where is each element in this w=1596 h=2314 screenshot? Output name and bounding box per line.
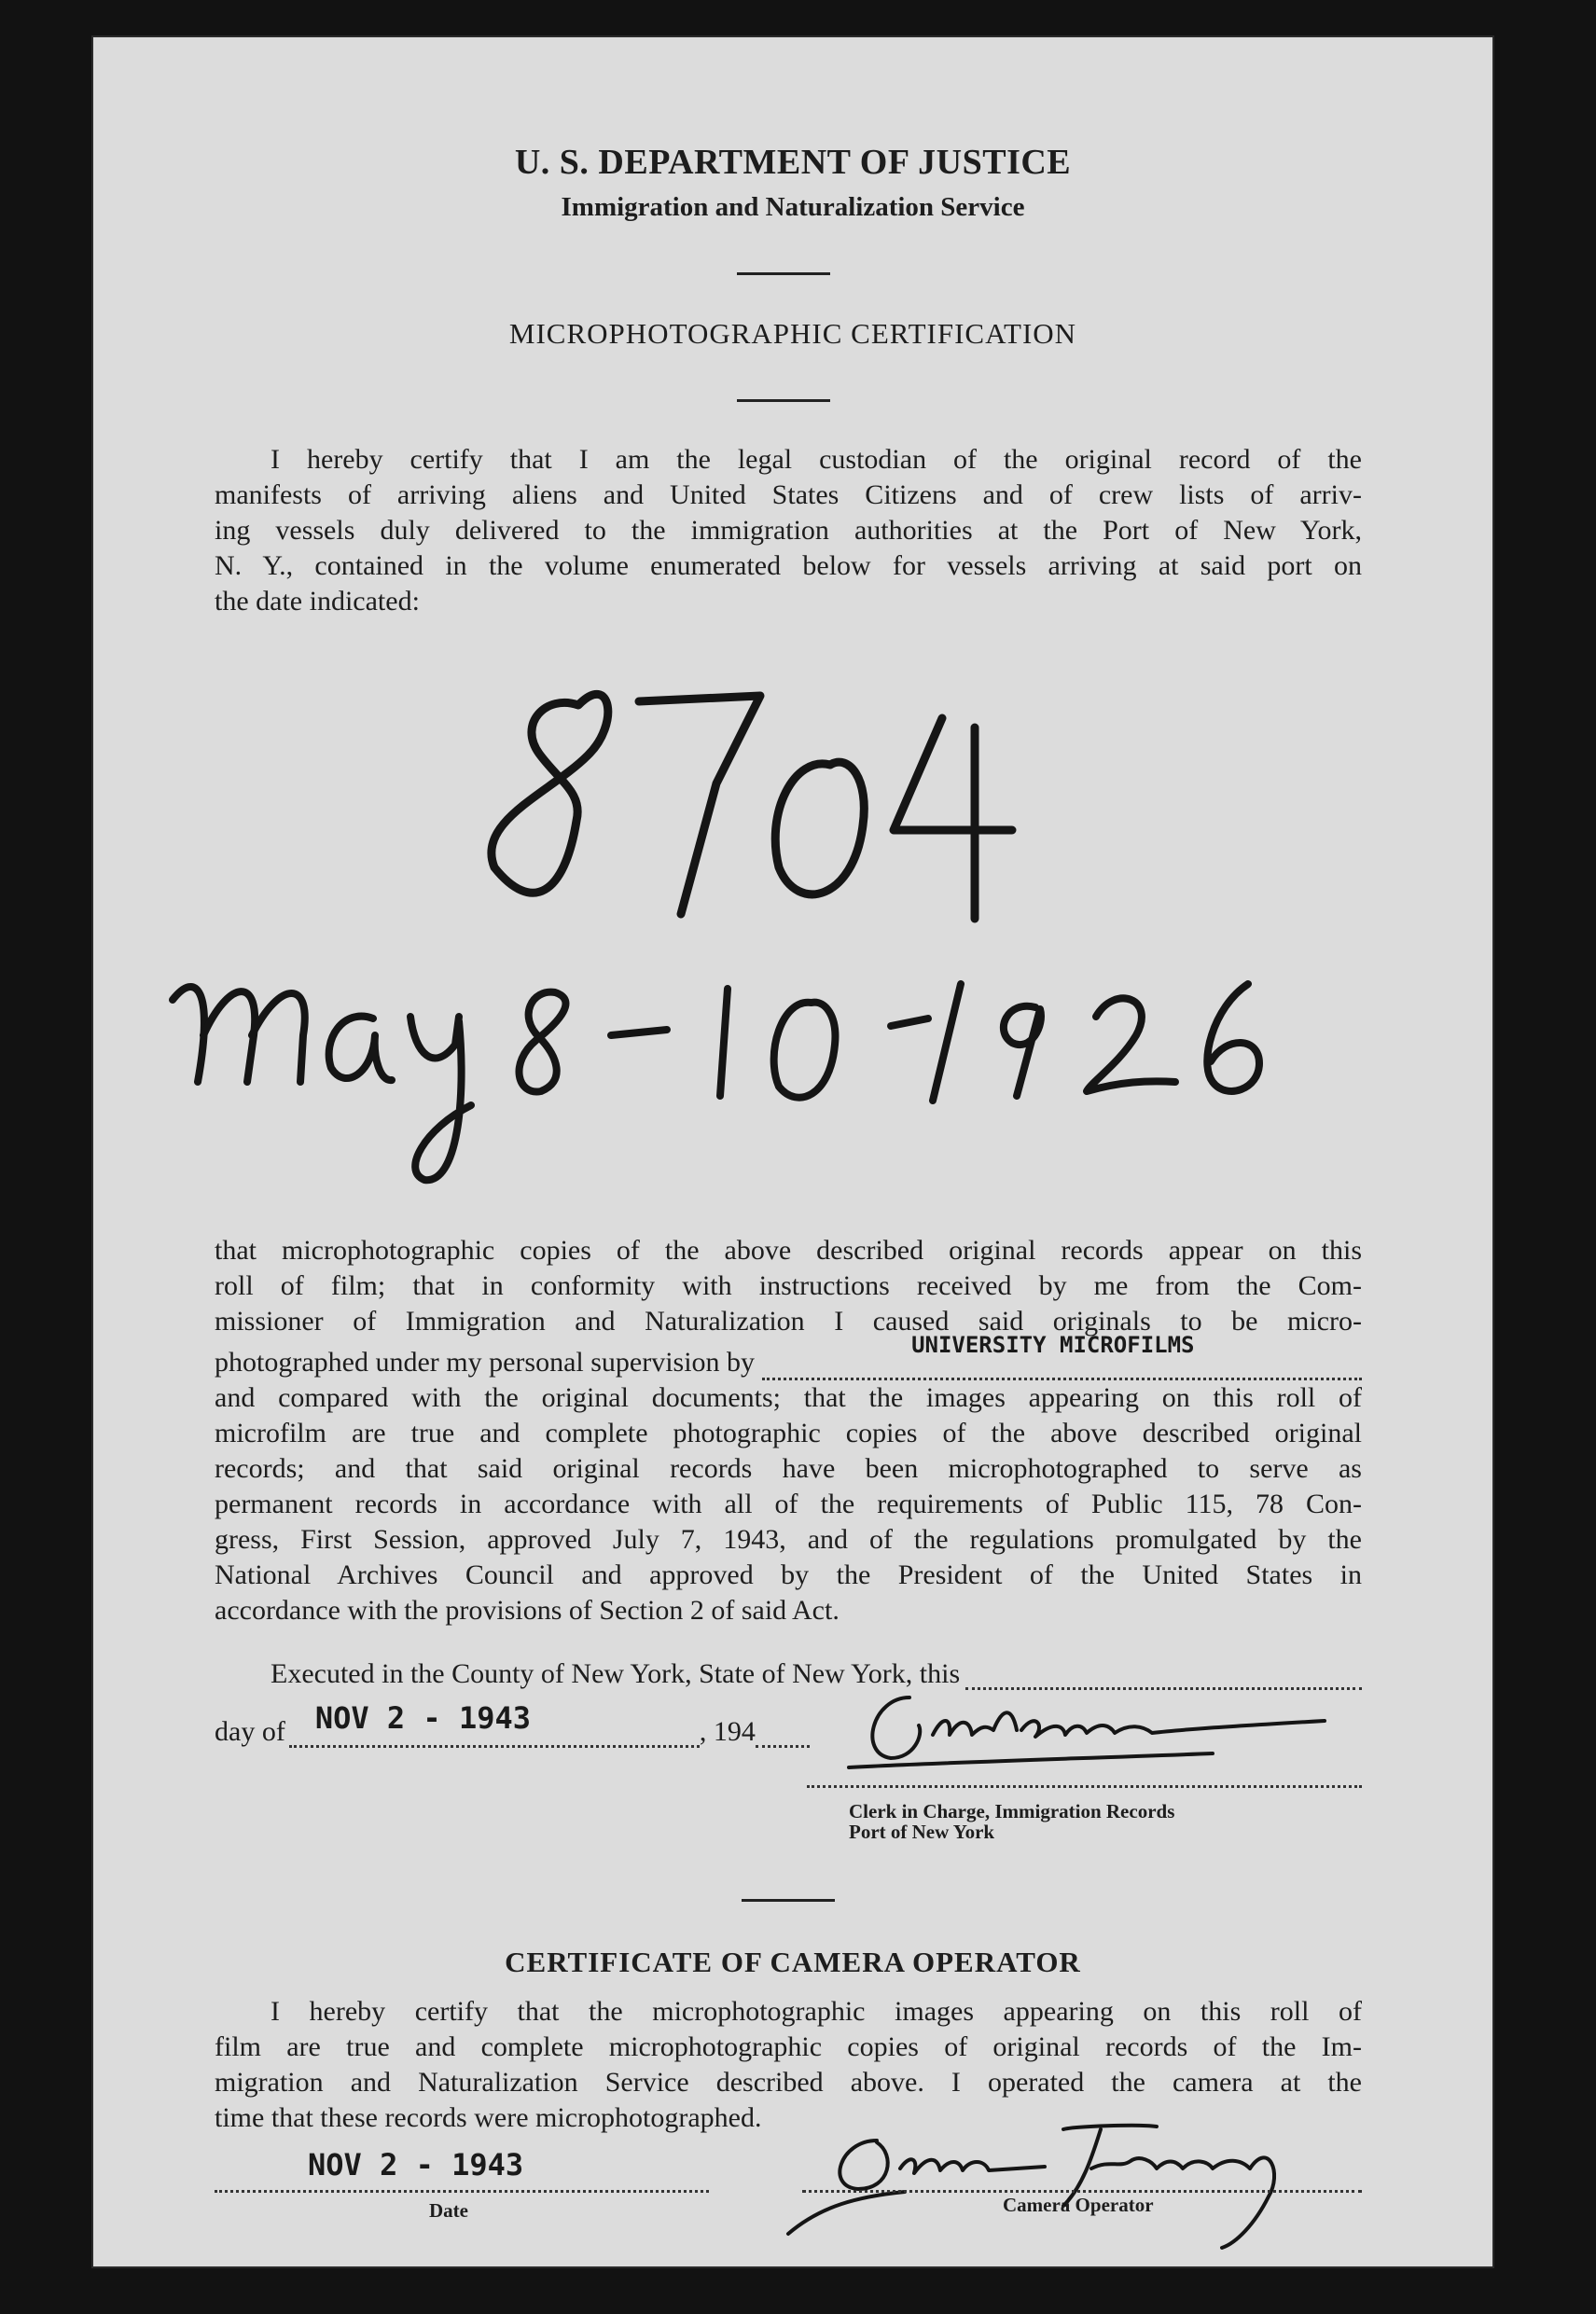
form-title: MICROPHOTOGRAPHIC CERTIFICATION xyxy=(508,317,1077,350)
day-of-label: day of xyxy=(215,1716,285,1747)
paragraph-line: roll of film; that in conformity with instructions received by me from the Com- xyxy=(215,1270,1362,1301)
operator-label: Camera Operator xyxy=(1003,2194,1154,2216)
paragraph-line: I hereby certify that the microphotographic images appearing on this roll of xyxy=(271,1996,1362,2027)
paragraph-line: migration and Naturalization Service described above. I operated the camera at the xyxy=(215,2067,1362,2098)
service-subheading: Immigration and Naturalization Service xyxy=(561,192,1025,222)
divider xyxy=(737,399,830,402)
paragraph-line: National Archives Council and approved by the President of the United States in xyxy=(215,1559,1362,1590)
day-of-blank xyxy=(289,1700,700,1748)
clerk-port: Port of New York xyxy=(849,1821,995,1843)
paragraph-line: records; and that said original records have been microphotographed to serve as xyxy=(215,1453,1362,1484)
paragraph-line: manifests of arriving aliens and United States Citizens and of crew lists of arriv- xyxy=(215,479,1362,510)
date-stamp: NOV 2 - 1943 xyxy=(314,1700,531,1736)
paragraph-line: missioner of Immigration and Naturalization I caused said originals to be micro- xyxy=(215,1306,1362,1337)
handwritten-date-range xyxy=(93,933,1492,1212)
paragraph-line: film are true and complete microphotographic copies of original records of the Im- xyxy=(215,2031,1362,2062)
divider xyxy=(742,1899,835,1902)
certification-paragraph xyxy=(215,1233,1362,1628)
executed-text: Executed in the County of New York, State of New York, this xyxy=(271,1658,961,1689)
paragraph-line: I hereby certify that I am the legal custodian of the original record of the xyxy=(271,444,1362,475)
supervision-blank xyxy=(762,1332,1362,1380)
paragraph-line: that microphotographic copies of the above described original records appear on this xyxy=(215,1235,1362,1266)
custodian-paragraph xyxy=(215,442,1362,619)
year-prefix: , 194 xyxy=(699,1716,756,1747)
paragraph-line: accordance with the provisions of Section 2 of said Act. xyxy=(215,1595,840,1626)
paragraph-line: gress, First Session, approved July 7, 1943, and of the regulations promulgated by the xyxy=(215,1524,1362,1555)
supervisor-stamp: UNIVERSITY MICROFILMS xyxy=(911,1332,1195,1358)
camera-operator-title: CERTIFICATE OF CAMERA OPERATOR xyxy=(505,1946,1081,1978)
operator-date-stamp: NOV 2 - 1943 xyxy=(308,2147,524,2182)
clerk-signature xyxy=(821,1679,1418,1791)
supervision-prefix: photographed under my personal supervision by xyxy=(215,1347,756,1378)
clerk-signature-line xyxy=(807,1783,1362,1788)
supervision-line xyxy=(215,1332,1362,1380)
date-label: Date xyxy=(429,2199,468,2222)
date-line xyxy=(215,2188,709,2193)
paragraph-line: and compared with the original documents; that the images appearing on this roll of xyxy=(215,1382,1362,1413)
day-of-line xyxy=(215,1700,923,1748)
paragraph-line: microfilm are true and complete photographic copies of the above described original xyxy=(215,1418,1362,1448)
paragraph-line: time that these records were microphotographed. xyxy=(215,2102,762,2133)
year-blank xyxy=(756,1725,810,1748)
paragraph-line: N. Y., contained in the volume enumerated below for vessels arriving at said port on xyxy=(215,550,1362,581)
clerk-title: Clerk in Charge, Immigration Records xyxy=(849,1800,1175,1822)
paragraph-line: permanent records in accordance with all of the requirements of Public 115, 78 Con- xyxy=(215,1489,1362,1519)
camera-operator-signature xyxy=(784,2103,1362,2252)
paragraph-line: the date indicated: xyxy=(215,586,420,617)
paragraph-line: ing vessels duly delivered to the immigration authorities at the Port of New York, xyxy=(215,515,1362,546)
divider xyxy=(737,272,830,275)
department-heading: U. S. DEPARTMENT OF JUSTICE xyxy=(514,143,1072,182)
operator-signature-line xyxy=(802,2188,1362,2193)
certificate-page xyxy=(93,37,1492,2266)
